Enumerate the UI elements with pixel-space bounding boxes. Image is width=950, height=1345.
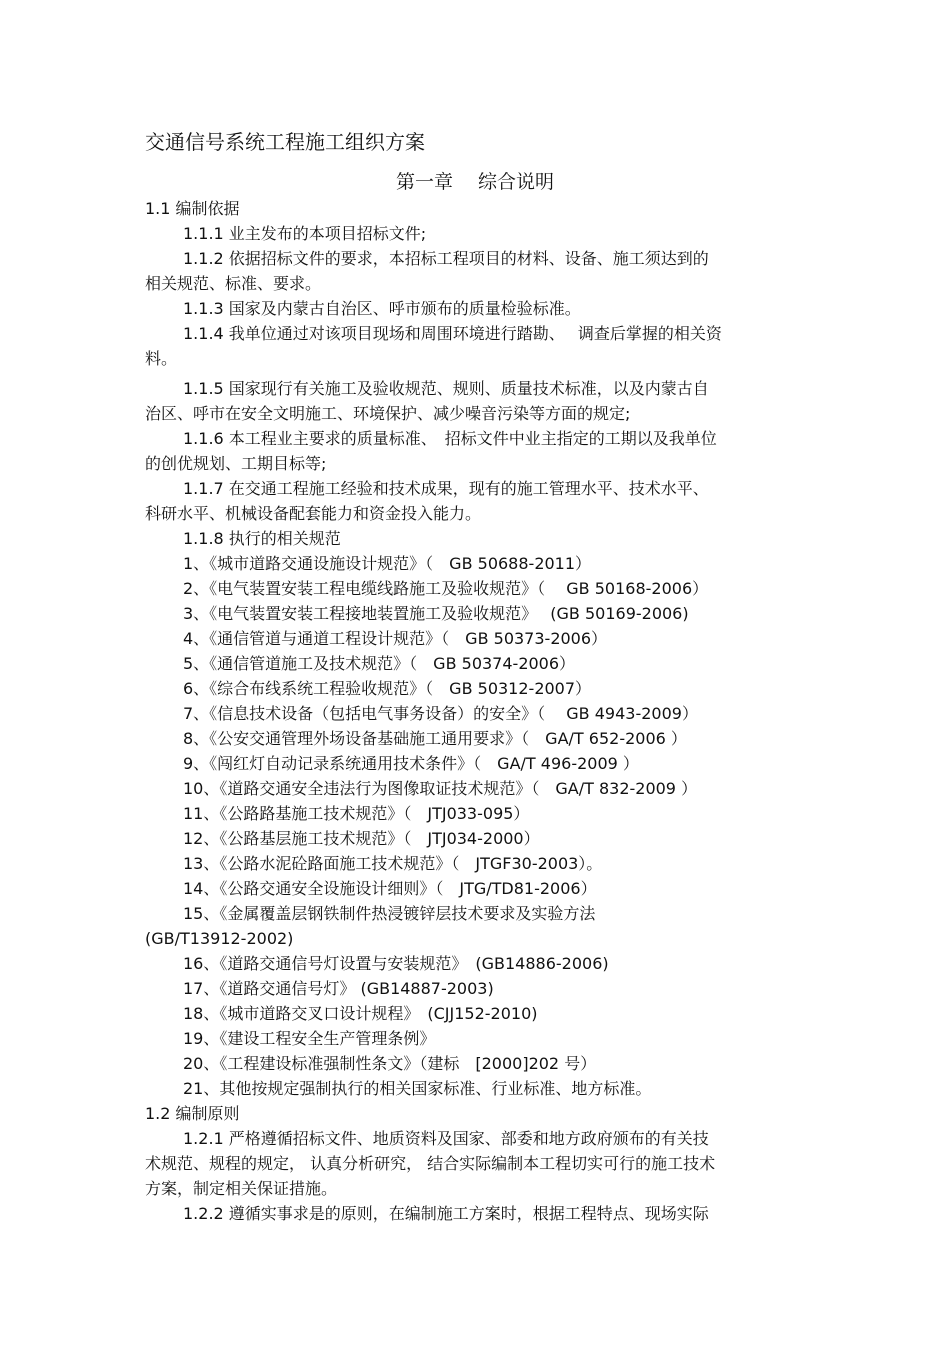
- text-line: 7、《信息技术设备（包括电气事务设备）的安全》（ GB 4943-2009）: [183, 704, 698, 723]
- text-line: 6、《综合布线系统工程验收规范》（ GB 50312-2007）: [183, 679, 592, 698]
- text-line: 20、《工程建设标准强制性条文》（建标 [2000]202 号）: [183, 1054, 597, 1073]
- text-line: 科研水平、机械设备配套能力和资金投入能力。: [145, 504, 482, 523]
- text-line: 1.1.8 执行的相关规范: [183, 529, 341, 548]
- text-line: 1、《城市道路交通设施设计规范》（ GB 50688-2011）: [183, 554, 592, 573]
- text-line: 16、《道路交通信号灯设置与安装规范》 (GB14886-2006): [183, 954, 609, 973]
- text-line: 18、《城市道路交叉口设计规程》 (CJJ152-2010): [183, 1004, 538, 1023]
- chapter-title: 第一章 综合说明: [395, 171, 555, 193]
- text-line: 1.1.6 本工程业主要求的质量标准、 招标文件中业主指定的工期以及我单位: [183, 429, 717, 448]
- text-line: 5、《通信管道施工及技术规范》（ GB 50374-2006）: [183, 654, 576, 673]
- text-line: 治区、呼市在安全文明施工、环境保护、减少噪音污染等方面的规定;: [145, 404, 631, 423]
- text-line: 9、《闯红灯自动记录系统通用技术条件》（ GA/T 496-2009 ）: [183, 754, 639, 773]
- text-line: 19、《建设工程安全生产管理条例》: [183, 1029, 436, 1048]
- text-line: 21、其他按规定强制执行的相关国家标准、行业标准、地方标准。: [183, 1079, 652, 1098]
- text-line: 3、《电气装置安装工程接地装置施工及验收规范》 (GB 50169-2006): [183, 604, 689, 623]
- text-line: 11、《公路路基施工技术规范》（ JTJ033-095）: [183, 804, 530, 823]
- text-line: 2、《电气装置安装工程电缆线路施工及验收规范》（ GB 50168-2006）: [183, 579, 709, 598]
- text-line: (GB/T13912-2002): [145, 929, 294, 948]
- text-line: 8、《公安交通管理外场设备基础施工通用要求》（ GA/T 652-2006 ）: [183, 729, 687, 748]
- text-line: 1.1.4 我单位通过对该项目现场和周围环境进行踏勘、 调查后掌握的相关资: [183, 324, 722, 343]
- text-line: 1.1 编制依据: [145, 199, 240, 218]
- text-line: 4、《通信管道与通道工程设计规范》（ GB 50373-2006）: [183, 629, 608, 648]
- text-line: 1.1.7 在交通工程施工经验和技术成果，现有的施工管理水平、技术水平、: [183, 479, 709, 498]
- document-body: [145, 196, 795, 1226]
- text-line: 1.1.3 国家及内蒙古自治区、呼市颁布的质量检验标准。: [183, 299, 581, 318]
- text-line: 1.1.2 依据招标文件的要求，本招标工程项目的材料、设备、施工须达到的: [183, 249, 709, 268]
- text-line: 1.2 编制原则: [145, 1104, 240, 1123]
- text-line: 术规范、规程的规定， 认真分析研究， 结合实际编制本工程切实可行的施工技术: [145, 1154, 716, 1173]
- document-title: 交通信号系统工程施工组织方案: [145, 130, 425, 154]
- text-line: 10、《道路交通安全违法行为图像取证技术规范》（ GA/T 832-2009 ）: [183, 779, 698, 798]
- text-line: 料。: [145, 349, 178, 368]
- text-line: 的创优规划、工期目标等;: [145, 454, 327, 473]
- text-line: 1.2.2 遵循实事求是的原则，在编制施工方案时，根据工程特点、现场实际: [183, 1204, 709, 1223]
- text-line: 15、《金属覆盖层钢铁制件热浸镀锌层技术要求及实验方法: [183, 904, 596, 923]
- text-line: 1.1.1 业主发布的本项目招标文件;: [183, 224, 427, 243]
- text-line: 1.2.1 严格遵循招标文件、地质资料及国家、部委和地方政府颁布的有关技: [183, 1129, 709, 1148]
- text-line: 13、《公路水泥砼路面施工技术规范》（ JTGF30-2003）。: [183, 854, 603, 873]
- text-line: 相关规范、标准、要求。: [145, 274, 322, 293]
- text-line: 14、《公路交通安全设施设计细则》（ JTG/TD81-2006）: [183, 879, 597, 898]
- text-line: 17、《道路交通信号灯》 (GB14887-2003): [183, 979, 494, 998]
- text-line: 方案，制定相关保证措施。: [145, 1179, 338, 1198]
- text-line: 1.1.5 国家现行有关施工及验收规范、规则、质量技术标准，以及内蒙古自: [183, 379, 709, 398]
- text-line: 12、《公路基层施工技术规范》（ JTJ034-2000）: [183, 829, 540, 848]
